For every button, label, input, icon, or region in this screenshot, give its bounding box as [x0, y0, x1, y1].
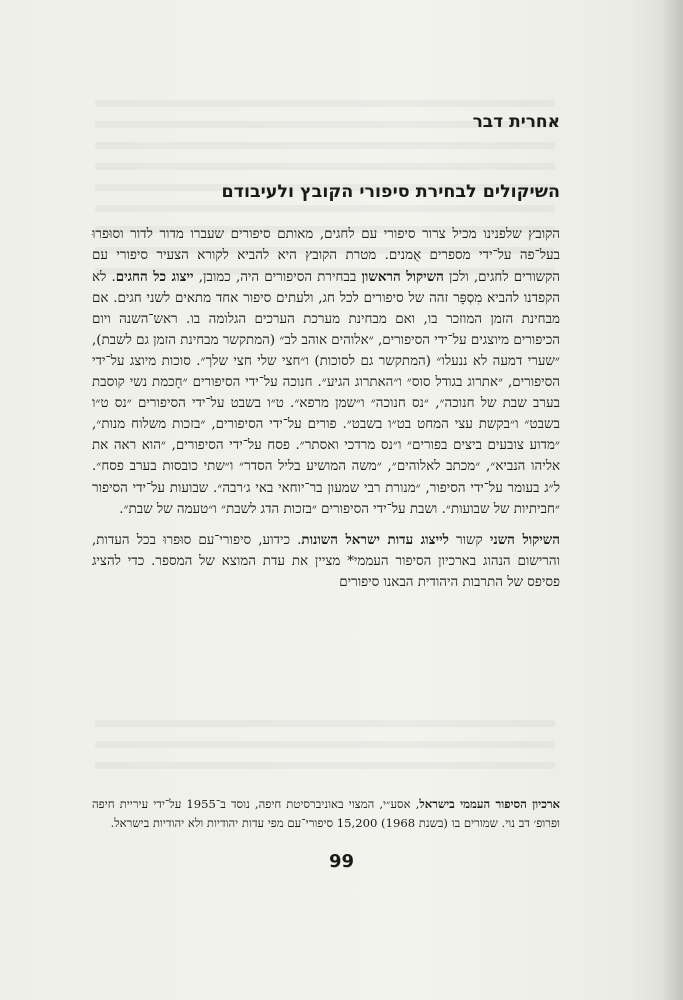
chapter-title: השיקולים לבחירת סיפורי הקובץ ולעיבודם	[221, 182, 560, 203]
text-run: קשור	[448, 532, 490, 548]
page-spine-shadow	[661, 0, 683, 1000]
section-title: אחרית דבר	[472, 112, 560, 132]
bold-phrase: לייצוג עדות ישראל השונות	[301, 531, 449, 548]
paragraph-second-consideration	[92, 530, 560, 593]
show-through-line	[95, 741, 555, 748]
bold-phrase: השיקול הראשון	[361, 268, 444, 285]
text-run: . כידוע, סיפורי־עם סוּפרוּ בכל העדות, והרישום הנהוג בארכיון הסיפור העממי* מציין את עדת המוצא של המספר. כדי להציג פסיפס של התרבות היהודית הבאנו סיפורים	[92, 532, 560, 590]
footnote	[92, 795, 560, 833]
paragraph-first-consideration	[92, 224, 560, 519]
show-through-line	[95, 720, 555, 727]
bold-phrase: השיקול השני	[489, 531, 560, 548]
text-run: . לא הקפדנו להביא מִסְפָּר זהה של סיפורים לכל חג, ולעתים סיפור אחד מתאים לשני חגים. אם מבחינת הזמן המוזכר בו, ואם מבחינת מערכת הערכים הגלומה בו. ראש־השנה ויום הכיפורים מיוצגים על־ידי הסיפורים, ״אלוהים אוהב לב״ (המתקשר מבחינת הזמן גם לשבת), ״שערי דמעה לא ננעלו״ (המתקשר גם לסוכות) ו״חצי שלי חצי שלך״. סוכות מיוצג על־ידי הסיפורים, ״אתרוג בגודל סוס״ ו״האתרוג הגיע״. חנוכה על־ידי הסיפורים ״חָכמת נשי קוסבת בערב שבת של חנוכה״, ״נס חנוכה״ ו״שמן מרפא״. ט״ו בשבט על־ידי הסיפורים ״נס ט״ו בשבט״ ו״בקשת עצי המחט בט״ו בשבט״. פורים על־ידי הסיפורים, ״בזכות משלוח מנות״, ״מדוע צובעים ביצים בפורים״ ו״נס מרדכי ואסתר״. פסח על־ידי הסיפורים, ״הוא ראה את אליהו הנביא״, ״מכתב לאלוהים״, ״משה המושיע בליל הסדר״ ו״שתי כובסות בערב פסח״. ל״ג בעומר על־ידי הסיפור, ״מנורת רבי שמעון בר־יוחאי באי ג׳רבה״. שבועות על־ידי הסיפור ״חביתיות של שבועות״. ושבת על־ידי הסיפורים ״בזכות הדג לשבת״ ו״טעמה של שבת״.	[92, 269, 560, 517]
page-number: 99	[328, 851, 355, 872]
show-through-line	[95, 100, 555, 107]
text-run: הקובץ שלפנינו מכיל צרור סיפורי עם לחגים, מאותם סיפורים שעברו מדור לדור וסוּפרוּ בעל־פה על־ידי מספרים אֻמנים. מטרת הקובץ היא להביא לקורא הצעיר סיפורי עם הקשורים לחגים, ולכן	[92, 227, 561, 285]
show-through-line	[95, 762, 555, 769]
text-run: בבחירת הסיפורים היה, כמובן,	[193, 269, 362, 285]
footnote-text: , אסע״י, המצוי באוניברסיטת חיפה, נוסד ב־1955 על־ידי עיריית חיפה ופרופ׳ דב נוי. שמורים בו (בשנת 1968) 15,200 סיפורי־עם מפי עדות יהודיות ולא יהודיות בישראל.	[92, 797, 560, 830]
bold-phrase: ייצוג כל החגים	[115, 268, 194, 285]
footnote-bold-term: ארכיון הסיפור העממי בישראל	[419, 797, 560, 811]
main-text	[92, 112, 560, 593]
